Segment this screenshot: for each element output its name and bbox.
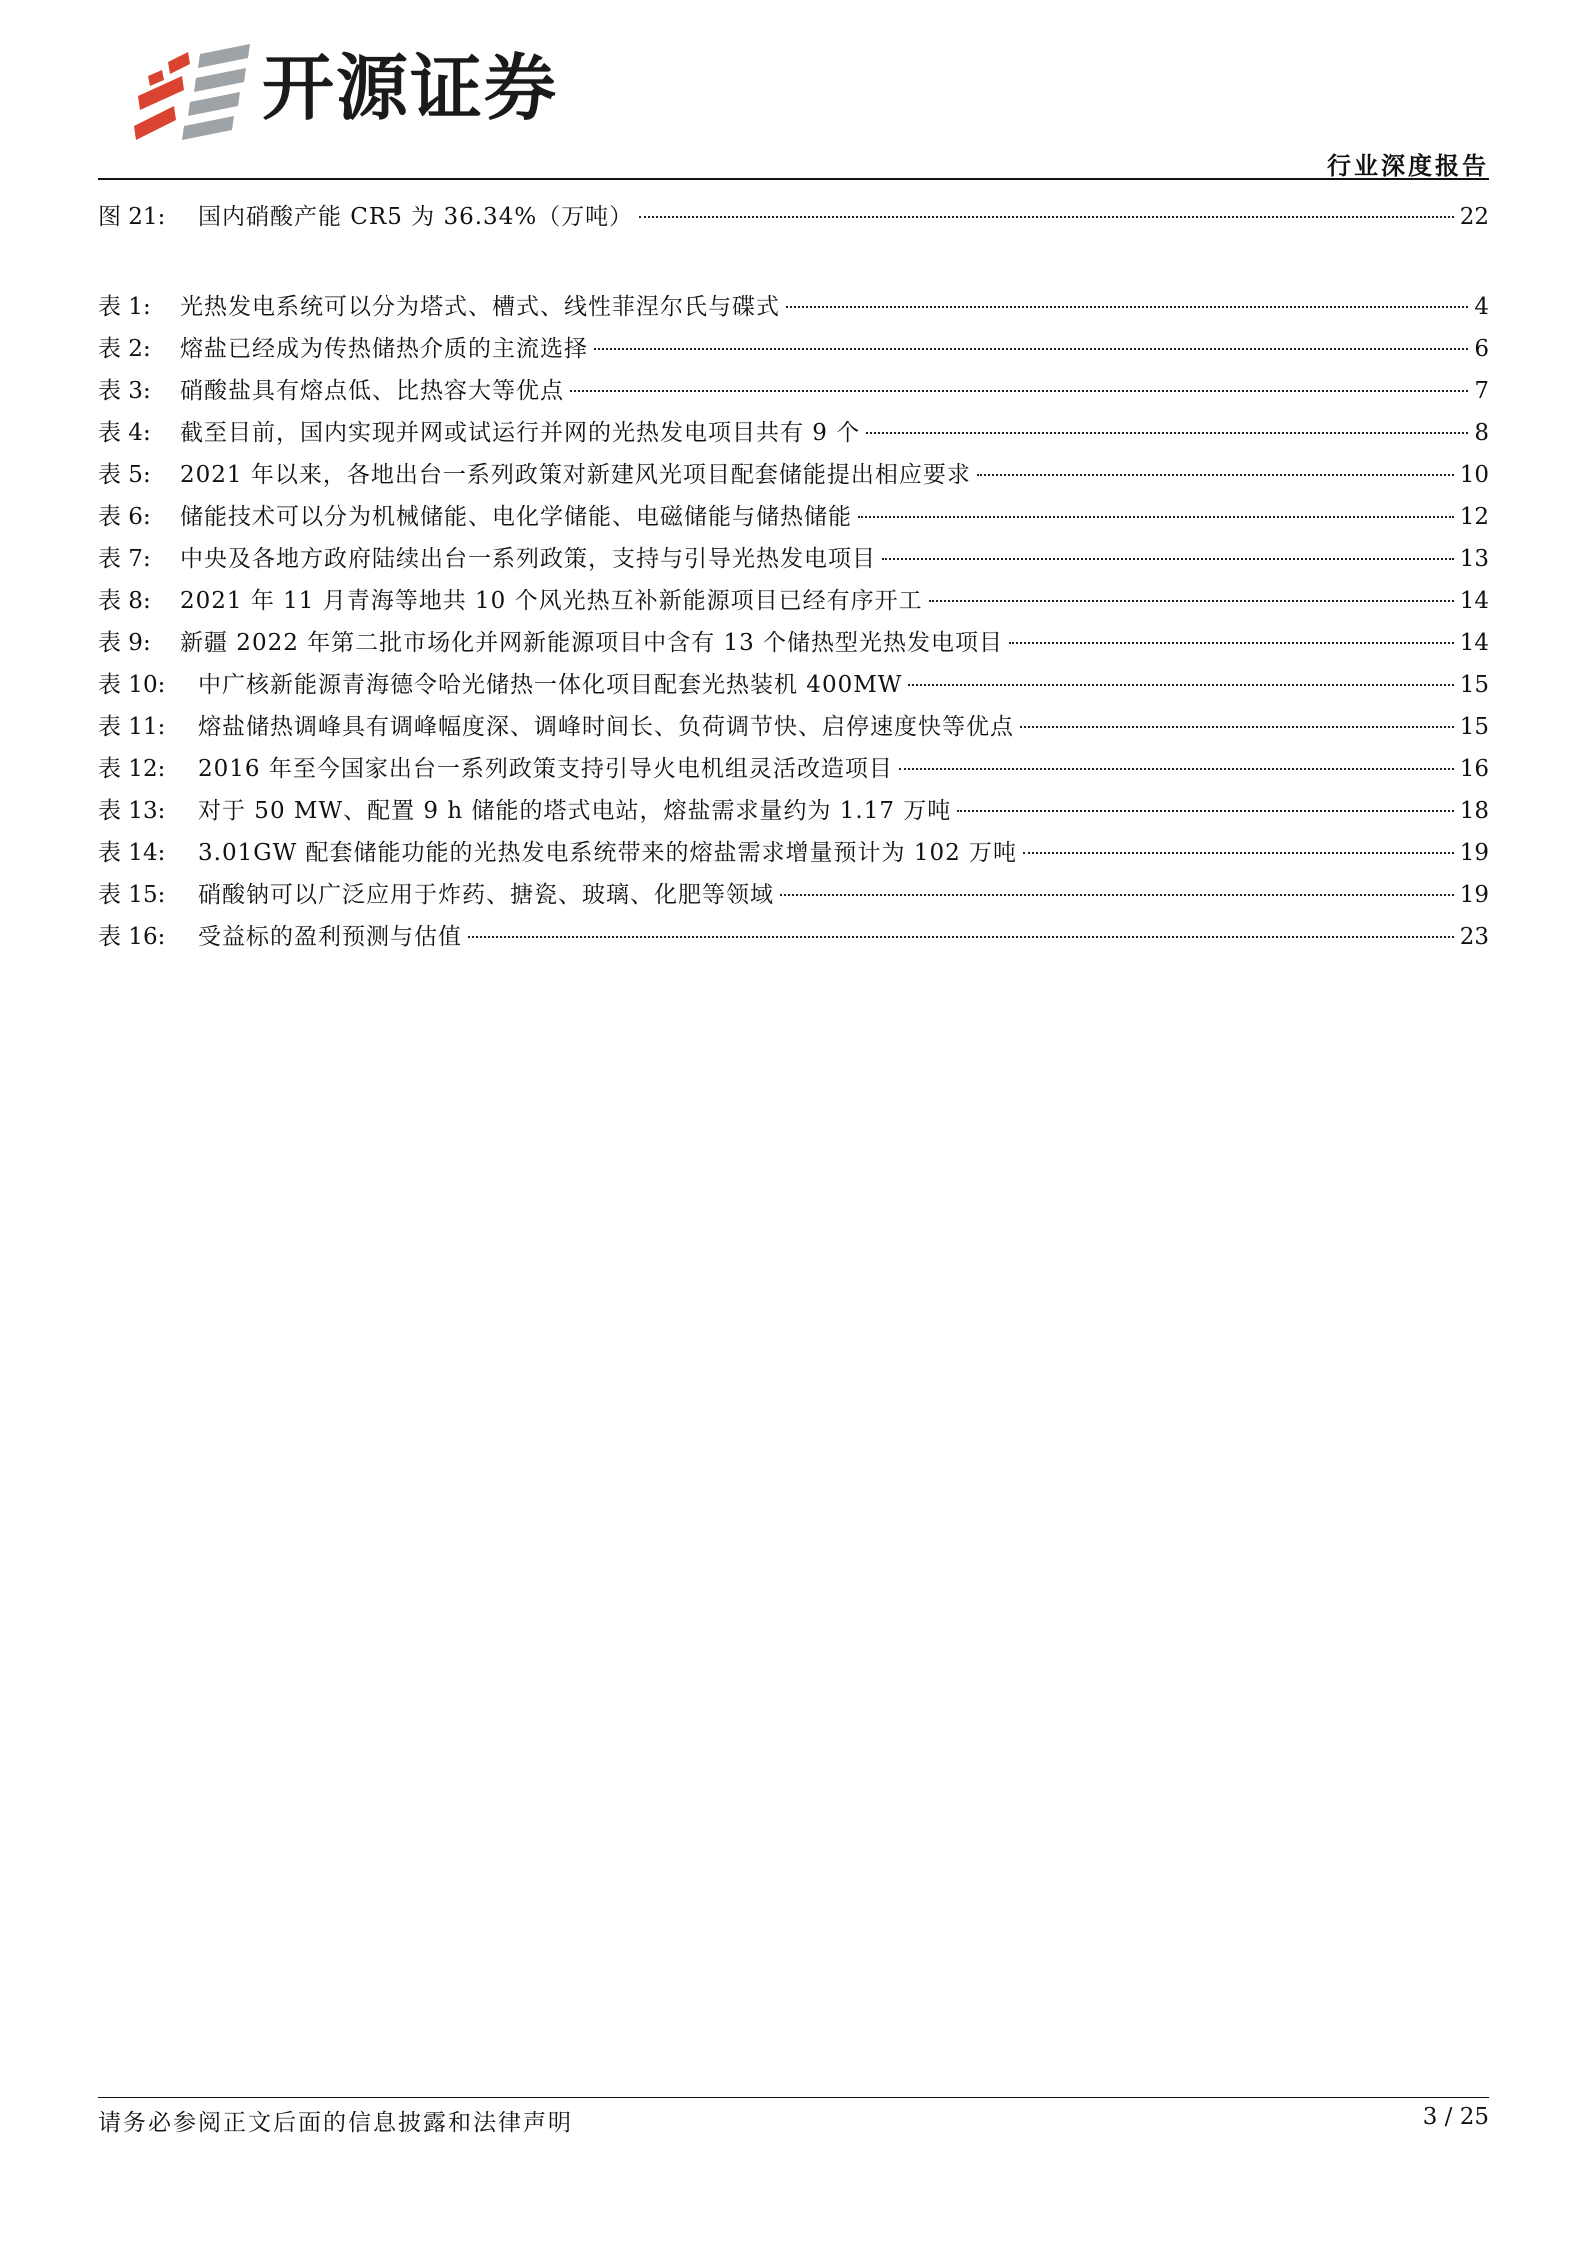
- toc-table-entry[interactable]: [98, 370, 1489, 412]
- toc-entry-title: 中央及各地方政府陆续出台一系列政策，支持与引导光热发电项目: [180, 546, 876, 572]
- toc-entry-page: 8: [1474, 420, 1489, 446]
- toc-table-entry[interactable]: [98, 874, 1489, 916]
- logo-red-stroke-4: [148, 70, 164, 86]
- toc-table-entry[interactable]: [98, 496, 1489, 538]
- toc-entry-title: 硝酸盐具有熔点低、比热容大等优点: [180, 378, 564, 404]
- toc-table-entry[interactable]: [98, 916, 1489, 958]
- toc-entry-label: 表 10:: [98, 672, 166, 698]
- kaiyuan-logo-icon: [130, 44, 260, 149]
- brand-name: 开源证券: [262, 46, 559, 130]
- toc-entry-label: 表 9:: [98, 630, 151, 656]
- toc-table-entry[interactable]: [98, 580, 1489, 622]
- toc-entry-label: 表 11:: [98, 714, 166, 740]
- toc-entry-label: 表 15:: [98, 882, 166, 908]
- toc-entry-title: 2021 年 11 月青海等地共 10 个风光热互补新能源项目已经有序开工: [180, 588, 923, 614]
- table-of-contents: [98, 196, 1489, 958]
- toc-entry-label: 表 8:: [98, 588, 151, 614]
- toc-leader-dots: [1023, 852, 1454, 854]
- toc-entry-page: 15: [1459, 714, 1489, 740]
- logo-gray-stroke-2: [194, 68, 246, 92]
- toc-table-entry[interactable]: [98, 286, 1489, 328]
- toc-table-entry[interactable]: [98, 706, 1489, 748]
- logo-gray-stroke-3: [188, 92, 240, 116]
- toc-entry-title: 熔盐储热调峰具有调峰幅度深、调峰时间长、负荷调节快、启停速度快等优点: [198, 714, 1014, 740]
- toc-table-entry[interactable]: [98, 832, 1489, 874]
- toc-table-entry[interactable]: [98, 622, 1489, 664]
- toc-leader-dots: [786, 306, 1468, 308]
- toc-entry-title: 2016 年至今国家出台一系列政策支持引导火电机组灵活改造项目: [198, 756, 893, 782]
- toc-entry-page: 18: [1459, 798, 1489, 824]
- toc-entry-page: 4: [1474, 294, 1489, 320]
- page-number: 3 / 25: [1422, 2104, 1489, 2130]
- toc-leader-dots: [1020, 726, 1454, 728]
- toc-leader-dots: [899, 768, 1454, 770]
- toc-leader-dots: [1009, 642, 1454, 644]
- toc-entry-title: 新疆 2022 年第二批市场化并网新能源项目中含有 13 个储热型光热发电项目: [180, 630, 1004, 656]
- toc-table-entry[interactable]: [98, 454, 1489, 496]
- toc-entry-title: 硝酸钠可以广泛应用于炸药、搪瓷、玻璃、化肥等领域: [198, 882, 774, 908]
- toc-table-entry[interactable]: [98, 790, 1489, 832]
- toc-entry-title: 储能技术可以分为机械储能、电化学储能、电磁储能与储热储能: [180, 504, 852, 530]
- footer-divider: [98, 2097, 1489, 2098]
- toc-leader-dots: [858, 516, 1454, 518]
- toc-section-gap: [98, 238, 1489, 286]
- toc-entry-label: 表 3:: [98, 378, 151, 404]
- toc-leader-dots: [594, 348, 1468, 350]
- toc-entry-title: 熔盐已经成为传热储热介质的主流选择: [180, 336, 588, 362]
- toc-entry-page: 19: [1459, 840, 1489, 866]
- toc-entry-title: 光热发电系统可以分为塔式、槽式、线性菲涅尔氏与碟式: [180, 294, 780, 320]
- toc-entry-label: 图 21:: [98, 204, 166, 230]
- toc-entry-page: 14: [1459, 588, 1489, 614]
- toc-table-entry[interactable]: [98, 664, 1489, 706]
- page-header: [0, 0, 1587, 180]
- toc-leader-dots: [957, 810, 1453, 812]
- toc-entry-label: 表 2:: [98, 336, 151, 362]
- toc-table-entry[interactable]: [98, 538, 1489, 580]
- toc-leader-dots: [639, 216, 1454, 218]
- toc-entry-title: 中广核新能源青海德令哈光储热一体化项目配套光热装机 400MW: [198, 672, 903, 698]
- toc-entry-label: 表 6:: [98, 504, 151, 530]
- toc-entry-label: 表 7:: [98, 546, 151, 572]
- logo-red-stroke-1: [168, 52, 190, 74]
- toc-entry-title: 2021 年以来，各地出台一系列政策对新建风光项目配套储能提出相应要求: [180, 462, 971, 488]
- toc-entry-page: 16: [1459, 756, 1489, 782]
- toc-table-entry[interactable]: [98, 412, 1489, 454]
- footer-disclaimer: 请务必参阅正文后面的信息披露和法律声明: [98, 2110, 573, 2136]
- toc-table-entry[interactable]: [98, 328, 1489, 370]
- toc-leader-dots: [977, 474, 1454, 476]
- toc-entry-page: 12: [1459, 504, 1489, 530]
- toc-entry-title: 3.01GW 配套储能功能的光热发电系统带来的熔盐需求增量预计为 102 万吨: [198, 840, 1018, 866]
- toc-entry-label: 表 14:: [98, 840, 166, 866]
- toc-entry-label: 表 16:: [98, 924, 166, 950]
- toc-leader-dots: [882, 558, 1454, 560]
- toc-entry-title: 国内硝酸产能 CR5 为 36.34%（万吨）: [198, 204, 634, 230]
- toc-entry-page: 19: [1459, 882, 1489, 908]
- toc-entry-title: 对于 50 MW、配置 9 h 储能的塔式电站，熔盐需求量约为 1.17 万吨: [198, 798, 952, 824]
- logo-gray-stroke-1: [198, 44, 250, 68]
- toc-entry-page: 6: [1474, 336, 1489, 362]
- report-type-label: 行业深度报告: [1327, 152, 1489, 180]
- toc-leader-dots: [570, 390, 1468, 392]
- logo-red-stroke-3: [134, 106, 176, 140]
- toc-entry-label: 表 13:: [98, 798, 166, 824]
- toc-leader-dots: [908, 684, 1453, 686]
- toc-entry-page: 14: [1459, 630, 1489, 656]
- toc-leader-dots: [866, 432, 1468, 434]
- toc-entry-title: 受益标的盈利预测与估值: [198, 924, 462, 950]
- toc-entry-title: 截至目前，国内实现并网或试运行并网的光热发电项目共有 9 个: [180, 420, 861, 446]
- toc-leader-dots: [929, 600, 1454, 602]
- toc-leader-dots: [780, 894, 1454, 896]
- toc-entry-page: 13: [1459, 546, 1489, 572]
- header-divider: [98, 178, 1489, 180]
- toc-entry-page: 23: [1459, 924, 1489, 950]
- toc-leader-dots: [468, 936, 1454, 938]
- toc-entry-page: 15: [1459, 672, 1489, 698]
- toc-table-entry[interactable]: [98, 748, 1489, 790]
- toc-entry-label: 表 4:: [98, 420, 151, 446]
- toc-entry-page: 7: [1474, 378, 1489, 404]
- toc-entry-label: 表 12:: [98, 756, 166, 782]
- toc-entry-label: 表 1:: [98, 294, 151, 320]
- toc-entry-page: 10: [1459, 462, 1489, 488]
- toc-figure-entry[interactable]: [98, 196, 1489, 238]
- logo-gray-stroke-4: [182, 116, 234, 140]
- toc-entry-label: 表 5:: [98, 462, 151, 488]
- toc-entry-page: 22: [1459, 204, 1489, 230]
